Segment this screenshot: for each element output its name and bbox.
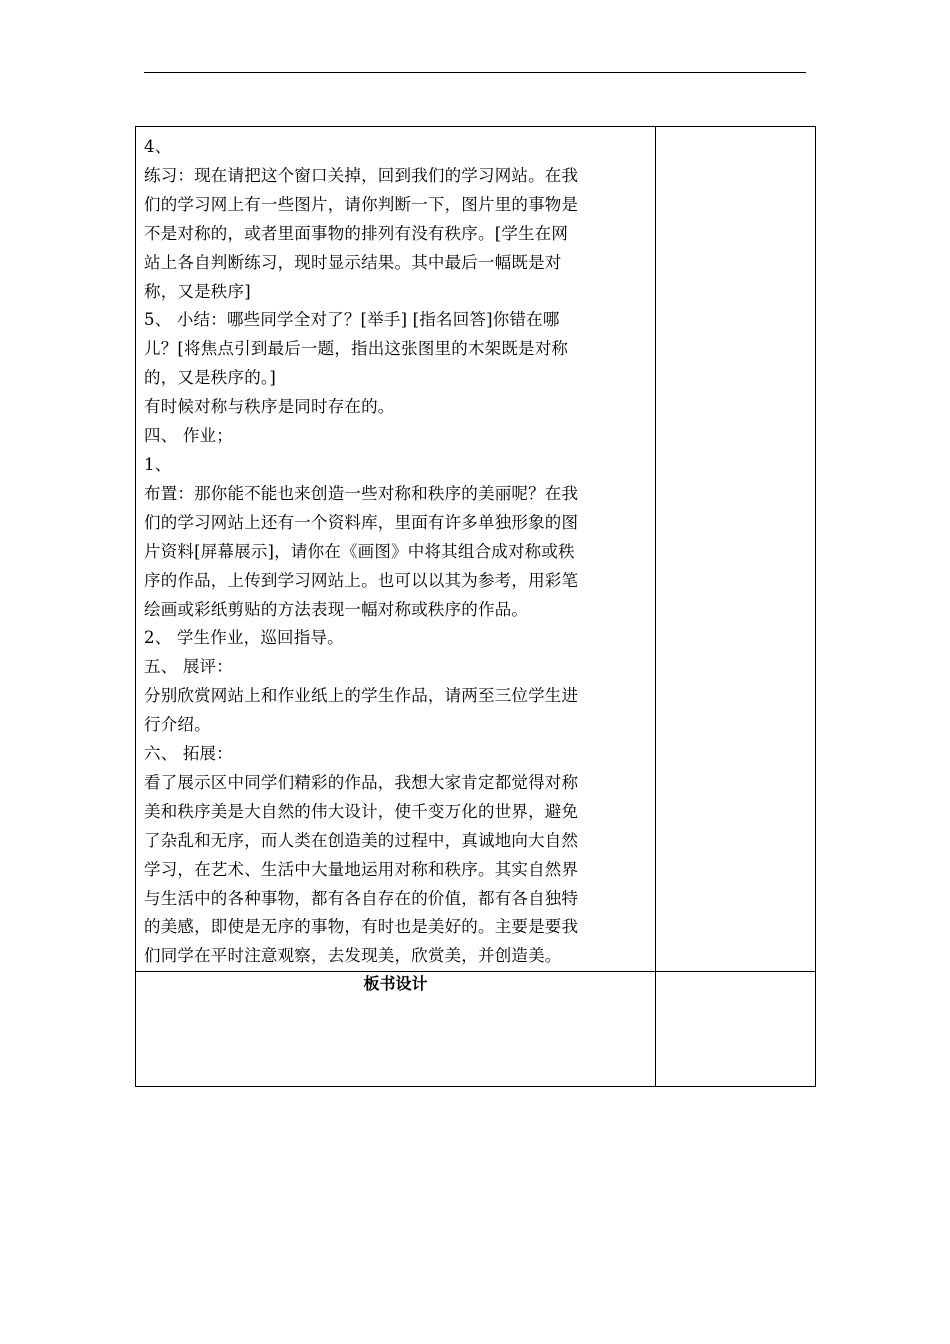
text-line: 们的学习网站上还有一个资料库，里面有许多单独形象的图 [144, 512, 579, 532]
text-line: 学习，在艺术、生活中大量地运用对称和秩序。其实自然界 [144, 859, 579, 879]
text-line: 1、 [144, 454, 172, 474]
text-line: 四、 作业； [144, 426, 233, 446]
board-notes-cell [656, 972, 816, 1087]
text-line: 行介绍。 [144, 715, 211, 735]
text-line: 5、 小结：哪些同学全对了？[举手] [指名回答]你错在哪 [144, 310, 560, 330]
text-line: 六、 拓展： [144, 744, 233, 764]
text-line: 绘画或彩纸剪贴的方法表现一幅对称或秩序的作品。 [144, 599, 529, 619]
procedure-row [136, 127, 816, 972]
text-line: 有时候对称与秩序是同时存在的。 [144, 397, 395, 417]
board-design-row [136, 972, 816, 1087]
text-line: 五、 展评： [144, 657, 233, 677]
procedure-cell [136, 127, 656, 972]
text-line: 们同学在平时注意观察，去发现美，欣赏美，并创造美。 [144, 946, 562, 966]
text-line: 布置：那你能不能也来创造一些对称和秩序的美丽呢？在我 [144, 483, 579, 503]
text-line: 与生活中的各种事物，都有各自存在的价值，都有各自独特 [144, 888, 579, 908]
text-line: 练习：现在请把这个窗口关掉，回到我们的学习网站。在我 [144, 165, 579, 185]
text-line: 的，又是秩序的。] [144, 368, 276, 388]
text-line: 序的作品，上传到学习网站上。也可以以其为参考，用彩笔 [144, 570, 579, 590]
text-line: 美和秩序美是大自然的伟大设计，使千变万化的世界，避免 [144, 801, 579, 821]
header-rule [144, 72, 806, 73]
board-design-cell [136, 972, 656, 1087]
text-line: 看了展示区中同学们精彩的作品，我想大家肯定都觉得对称 [144, 772, 579, 792]
text-line: 不是对称的，或者里面事物的排列有没有秩序。[学生在网 [144, 223, 569, 243]
text-line: 的美感，即使是无序的事物，有时也是美好的。主要是要我 [144, 917, 579, 937]
text-line: 2、 学生作业，巡回指导。 [144, 628, 344, 648]
text-line: 们的学习网上有一些图片，请你判断一下，图片里的事物是 [144, 194, 579, 214]
notes-cell [656, 127, 816, 972]
text-line: 称，又是秩序] [144, 281, 251, 301]
text-line: 分别欣赏网站上和作业纸上的学生作品，请两至三位学生进 [144, 686, 579, 706]
lesson-table [135, 126, 816, 1087]
text-line: 站上各自判断练习，现时显示结果。其中最后一幅既是对 [144, 252, 562, 272]
text-line: 儿？[将焦点引到最后一题，指出这张图里的木架既是对称 [144, 339, 569, 359]
text-line: 了杂乱和无序，而人类在创造美的过程中，真诚地向大自然 [144, 830, 579, 850]
text-line: 4、 [144, 137, 172, 156]
procedure-text [136, 127, 655, 971]
board-design-title: 板书设计 [363, 974, 428, 994]
text-line: 片资料[屏幕展示]，请你在《画图》中将其组合成对称或秩 [144, 541, 575, 561]
